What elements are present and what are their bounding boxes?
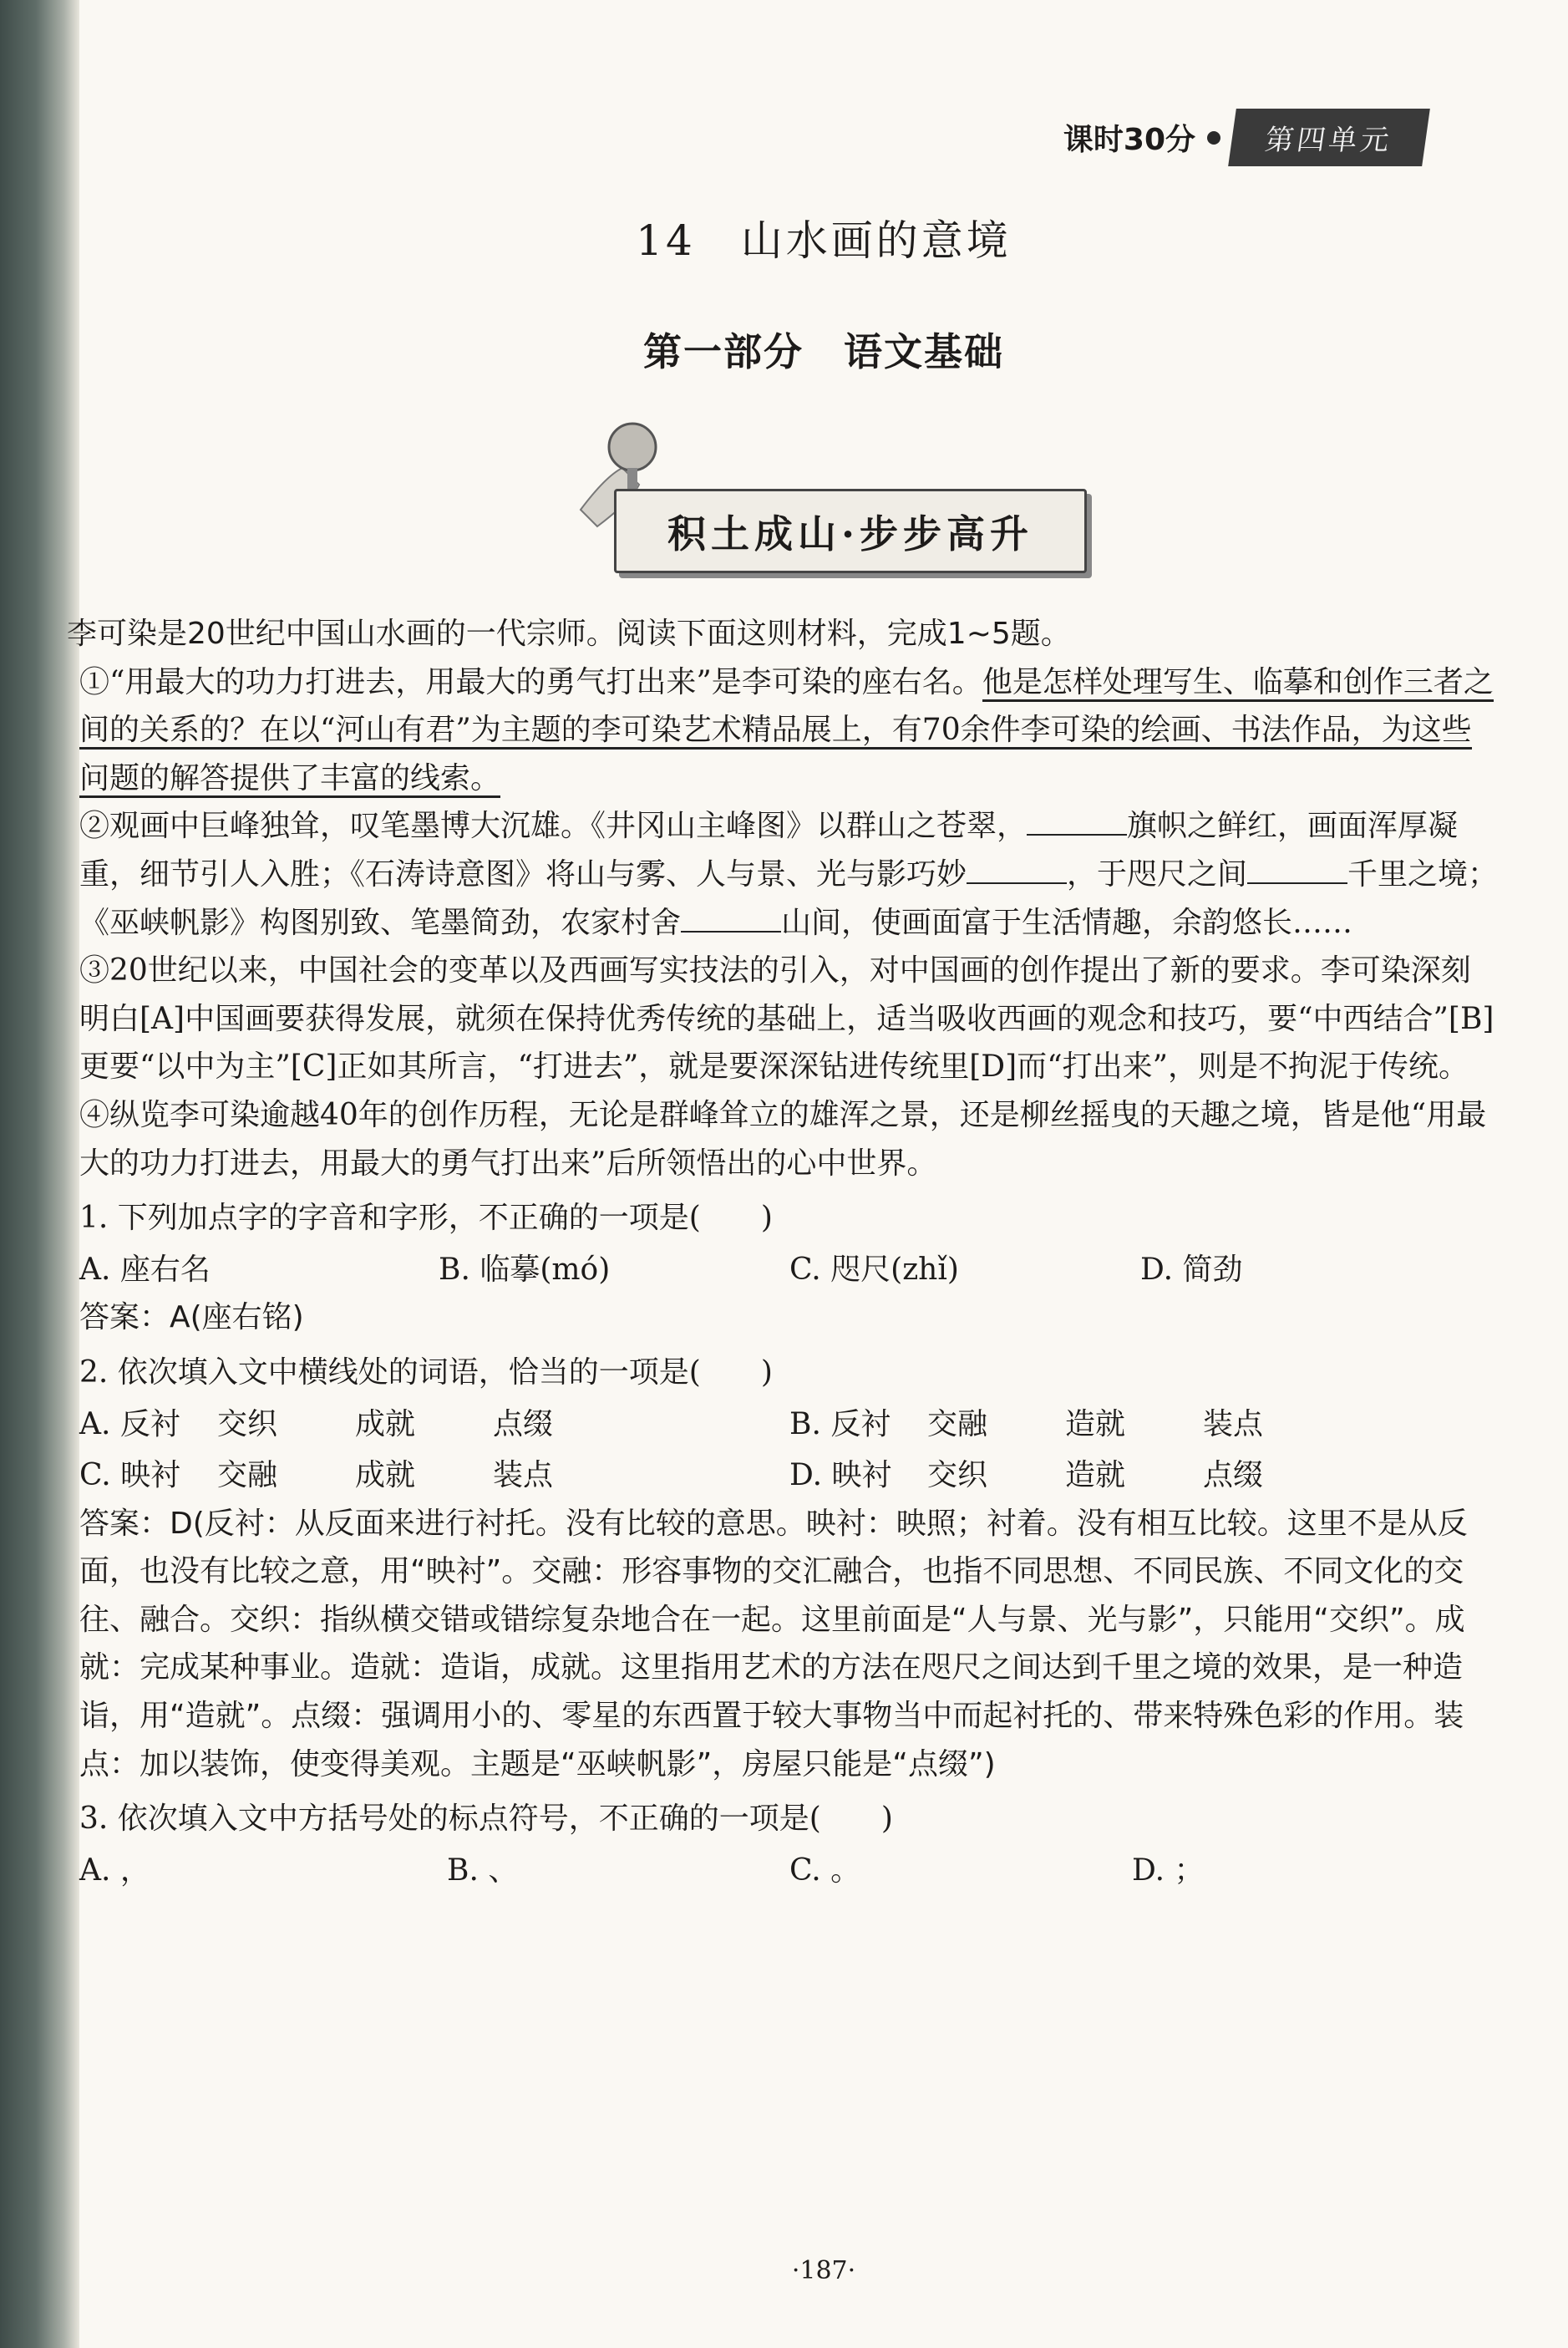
option-text: 交融 [217,1458,278,1493]
paragraph-1-start: ①“用最大的功力打进去，用最大的勇气打出来”是李可染的座右名。 [79,664,982,699]
option-text: 点缀 [1203,1458,1264,1493]
page [67,0,1568,2348]
option-c[interactable]: C. 。 [789,1852,861,1888]
option-b[interactable] [789,1400,1499,1449]
fill-blank[interactable] [1027,811,1127,836]
section-banner [564,409,1099,585]
question-1-answer: 答案：A(座右铭) [79,1300,304,1335]
option-text: D. 映衬 [789,1458,892,1493]
question-3-stem: 3. 依次填入文中方括号处的标点符号，不正确的一项是( ) [79,1802,893,1837]
paragraph-1-underlined: 他是怎样处理写生、临摹和创作三者之间的关系的？在以“河山有君”为主题的李可染艺术精品展上，有70余件李可染的绘画、书法作品，为这些问题的解答提供了丰富的线索。 [79,665,1494,798]
option-b[interactable]: B. 临摹(mó) [439,1252,611,1287]
option-text: 交融 [927,1406,988,1441]
fill-blank[interactable] [1247,859,1347,884]
option-b[interactable]: B. 、 [447,1852,519,1888]
page-header [1063,109,1426,166]
option-text: 点缀 [493,1406,554,1441]
paragraph-2-part1: ②观画中巨峰独耸，叹笔墨博大沉雄。《井冈山主峰图》以群山之苍翠， [79,809,1028,844]
question-3 [79,1795,1499,1894]
fill-blank[interactable] [967,859,1067,884]
option-text: 成就 [355,1458,416,1493]
option-text: 造就 [1065,1406,1126,1441]
question-1-stem: 1. 下列加点字的字音和字形，不正确的一项是( ) [79,1201,773,1236]
option-text: 装点 [1203,1406,1264,1441]
option-text: B. 反衬 [789,1406,891,1441]
page-number: ·187· [791,2256,856,2285]
option-text: 交织 [927,1458,988,1493]
option-text: 装点 [493,1458,554,1493]
paragraph-1 [79,658,1499,803]
option-text: A. 反衬 [79,1406,180,1441]
book-spine [0,0,79,2348]
option-a[interactable] [79,1400,789,1449]
option-text: 交织 [217,1406,278,1441]
paragraph-2-part5: 山间，使画面富于生活情趣，余韵悠长…… [781,905,1353,940]
question-1-options [79,1246,1499,1294]
paragraph-2-part4: 千里之境；《巫峡帆影》构图别致、笔墨简劲，农家村舍 [79,856,1499,940]
option-text: C. 映衬 [79,1458,181,1493]
article-body [67,610,1499,1894]
part-title: 第一部分 语文基础 [643,329,1004,374]
paragraph-2-part2: 旗帜之鲜红，画面浑厚凝重，细节引人入胜；《石涛诗意图》将山与雾、人与景、光与影巧妙 [79,809,1459,892]
paragraph-2-part3: ，于咫尺之间 [1067,856,1248,892]
intro-text: 李可染是20世纪中国山水画的一代宗师。阅读下面这则材料，完成1~5题。 [67,617,1071,651]
banner-text: 积土成山·步步高升 [614,489,1087,573]
option-d[interactable]: D. 简劲 [1140,1252,1243,1287]
bullet-icon [1207,131,1220,145]
question-2-answer: 答案：D(反衬：从反面来进行衬托。没有比较的意思。映衬：映照；衬着。没有相互比较。这里不是从反面，也没有比较之意，用“映衬”。交融：形容事物的交汇融合，也指不同思想、不同民族、不同文化的交往、融合。交织：指纵横交错或错综复杂地合在一起。这里前面是“人与景、光与影”，只能用“交织”。成就：完成某种事业。造就：造诣，成就。这里指用艺术的方法在咫尺之间达到千里之境的效果，是一种造诣，用“造就”。点缀：强调用小的、零星的东西置于较大事物当中而起衬托的、带来特殊色彩的作用。装点：加以装饰，使变得美观。主题是“巫峡帆影”，房屋只能是“点缀”) [79,1506,1468,1781]
option-a[interactable]: A. ， [79,1852,150,1888]
question-2-stem: 2. 依次填入文中横线处的词语，恰当的一项是( ) [79,1354,773,1390]
unit-badge: 第四单元 [1228,109,1430,166]
option-text: 造就 [1065,1458,1126,1493]
question-2 [79,1349,1499,1788]
paragraph-4: ④纵览李可染逾越40年的创作历程，无论是群峰耸立的雄浑之景，还是柳丝摇曳的天趣之境，皆是他“用最大的功力打进去，用最大的勇气打出来”后所领悟出的心中世界。 [79,1097,1487,1181]
header-label: 课时30分 [1063,123,1195,157]
paragraph-2 [79,802,1499,947]
option-text: 成就 [355,1406,416,1441]
question-3-options [79,1847,1499,1895]
option-d[interactable]: D. ； [1132,1852,1205,1888]
option-c[interactable]: C. 咫尺(zhǐ) [789,1252,959,1287]
paragraph-3: ③20世纪以来，中国社会的变革以及西画写实技法的引入，对中国画的创作提出了新的要求。李可染深刻明白[A]中国画要获得发展，就须在保持优秀传统的基础上，适当吸收西画的观念和技巧，要“中西结合”[B]更要“以中为主”[C]正如其所言，“打进去”，就是要深深钻进传统里[D]而“打出来”，则是不拘泥于传统。 [79,953,1494,1085]
option-d[interactable] [789,1451,1499,1500]
lesson-title: 14 山水画的意境 [636,216,1012,265]
fill-blank[interactable] [681,907,781,933]
option-a[interactable]: A. 座右名 [79,1252,211,1287]
option-c[interactable] [79,1451,789,1500]
question-2-options [79,1400,1499,1500]
question-1 [79,1194,1499,1342]
